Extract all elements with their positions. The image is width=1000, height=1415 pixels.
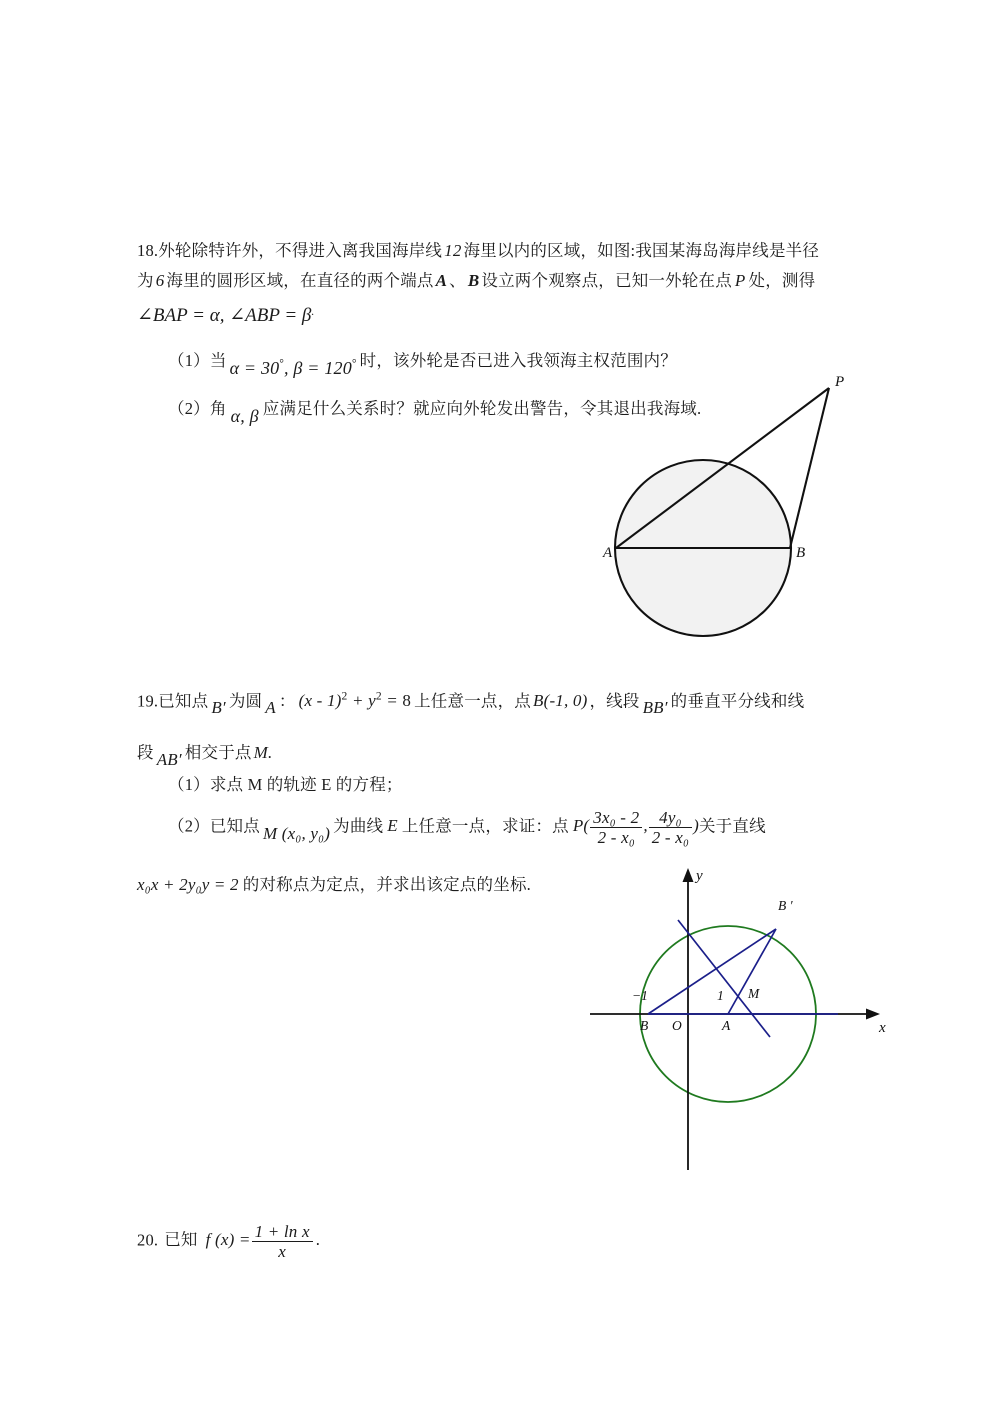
x-axis-arrow (866, 1009, 880, 1020)
problem19-frac-y-num: 4y₀ (659, 808, 682, 827)
problem18-line2-e: 、 (449, 271, 466, 290)
problem18-part1-deg2: ° (351, 357, 357, 370)
problem19-frac-y (649, 808, 692, 847)
problem18-point-p: P (734, 271, 746, 290)
y-axis-arrow (683, 868, 694, 882)
problem18-point-a: A (435, 271, 448, 290)
problem18-line2-a: 为 (137, 271, 154, 290)
figure19-label-bprime: B ′ (778, 898, 793, 913)
problem19-p-coords: ( $\frac{\text{3x₀ - 2}}{\text{2 - x₀}}$ , $\frac{\text{4y₀}}{\text{2 - x₀}}$ ) (583, 808, 699, 848)
problem19-part2-c: 为曲线 (333, 816, 384, 836)
problem19-symmetry-line-equation: x₀x + 2y₀y = 2 (137, 875, 239, 894)
figure18-svg (580, 360, 880, 650)
figure19-label-origin: O (672, 1018, 682, 1033)
problem18-part1-beta: , β = 120 (284, 357, 352, 378)
problem20-function-name: f (x) = (205, 1230, 251, 1250)
problem18-line2-c: 海里的圆形区域，在直径的两个端点 (166, 271, 434, 290)
figure19-svg (588, 862, 898, 1182)
problem18-angle-equation (137, 304, 314, 327)
problem18-part1-deg1: ° (279, 357, 285, 370)
problem18-part1-suffix: 时，该外轮是否已进入我领海主权范围内？ (359, 351, 677, 370)
problem18-part1-prefix: 当 (209, 351, 227, 370)
figure19-label-one: 1 (717, 988, 724, 1003)
problem19-line4 (137, 872, 531, 898)
problem20-line (137, 1222, 320, 1261)
problem18-part2-prefix: 角 (209, 399, 227, 418)
problem19-line2-a: 段 (137, 743, 154, 762)
problem20-number: 20. (137, 1230, 159, 1250)
figure18-container (580, 360, 880, 650)
problem19-point-b-coords: B(-1, 0) (533, 691, 588, 711)
problem19-frac-x-den: 2 - x₀ (590, 827, 642, 847)
problem19-line1 (137, 688, 804, 722)
problem20-tail: . (315, 1230, 321, 1250)
problem19-line1-h: ，线段 (589, 691, 640, 711)
problem18-line2-b: 6 (155, 271, 165, 290)
problem19-segment-abprime: AB′ (156, 750, 182, 770)
problem18-part2-marker: （2） (168, 399, 210, 418)
figure19-label-y: y (696, 868, 703, 884)
problem18-line2 (137, 268, 815, 294)
problem19-number: 19. (137, 691, 159, 711)
problem19-line1-c: 为圆 (228, 691, 263, 711)
problem18-line2-i: 处，测得 (748, 271, 816, 290)
figure19-label-minus-one: −1 (632, 988, 648, 1003)
problem18-line1 (137, 238, 819, 264)
problem19-circle-a: A (265, 698, 276, 718)
problem19-line4-tail: 的对称点为定点，并求出该定点的坐标. (242, 875, 531, 894)
problem19-frac-y-den: 2 - x₀ (649, 827, 692, 847)
problem19-line1-f: 上任意一点，点 (414, 691, 531, 711)
problem18-line1-e: 我国某海岛海岸线是半径 (635, 241, 820, 260)
problem20-fraction-num: 1 + ln x (254, 1222, 310, 1241)
problem19-line1-e: ： (278, 691, 296, 711)
problem20-prefix: 已知 (164, 1230, 198, 1250)
figure19-label-a: A (722, 1018, 731, 1033)
problem18-angle-equation-tail: . (311, 304, 315, 318)
problem19-part2-e: 上任意一点，求证：点 (401, 816, 569, 836)
problem18-number: 18. (137, 241, 159, 260)
problem18-part1-condition (227, 355, 360, 383)
problem19-frac-x (590, 808, 642, 847)
figure18-label-b: B (796, 545, 806, 561)
problem18-line1-d: : (630, 241, 636, 260)
problem19-line2-c: 相交于点 (184, 743, 252, 762)
problem20-fraction-den: x (252, 1241, 313, 1261)
problem19-point-m: M. (253, 743, 273, 762)
problem19-line1-j: 的垂直平分线和线 (670, 691, 805, 711)
problem18-line1-c: 海里以内的区域，如图 (463, 241, 631, 260)
problem19-point-bprime: B′ (211, 698, 226, 718)
figure18-label-a: A (603, 545, 613, 561)
problem19-part2-a: 已知点 (209, 816, 260, 836)
problem18-part1-alpha: α = 30 (229, 357, 280, 378)
problem19-segment-bbprime: BB′ (642, 698, 668, 718)
problem19-curve-e: E (387, 816, 398, 836)
problem19-line1-a: 已知点 (158, 691, 209, 711)
problem18-line1-b: 12 (444, 241, 462, 260)
problem19-point-p: P (572, 816, 584, 836)
figure19-label-m: M (748, 986, 760, 1001)
problem19-part2-g: 关于直线 (698, 816, 766, 836)
figure18-label-p: P (835, 374, 845, 390)
problem18-part1-marker: （1） (168, 351, 210, 370)
figure19-container (588, 862, 898, 1182)
problem20-fraction (252, 1222, 313, 1261)
problem18-line1-a: 外轮除特许外，不得进入离我国海岸线 (158, 241, 443, 260)
problem18-point-b: B (467, 271, 480, 290)
figure19-label-b: B (640, 1018, 649, 1033)
problem19-m-coords: M (x₀, y₀) (262, 823, 331, 843)
problem18-line2-g: 设立两个观察点，已知一外轮在点 (481, 271, 732, 290)
problem18-angle-equation-text: ∠BAP = α, ∠ABP = β (137, 305, 312, 326)
problem19-part2-marker: （2） (168, 816, 210, 836)
problem19-frac-x-num: 3x₀ - 2 (593, 808, 640, 827)
problem18-part2-suffix: 应满足什么关系时？就应向外轮发出警告，令其退出我海域. (262, 399, 702, 418)
problem19-part2 (168, 808, 766, 847)
figure19-label-x: x (879, 1020, 886, 1036)
problem19-part1: （1）求点 M 的轨迹 E 的方程； (168, 775, 403, 794)
problem19-circle-equation: $(x - 1)^2 + y^2 = 8$ (298, 690, 412, 711)
problem18-part2-angles: α, β (230, 405, 259, 426)
problem19-line2 (137, 740, 274, 773)
